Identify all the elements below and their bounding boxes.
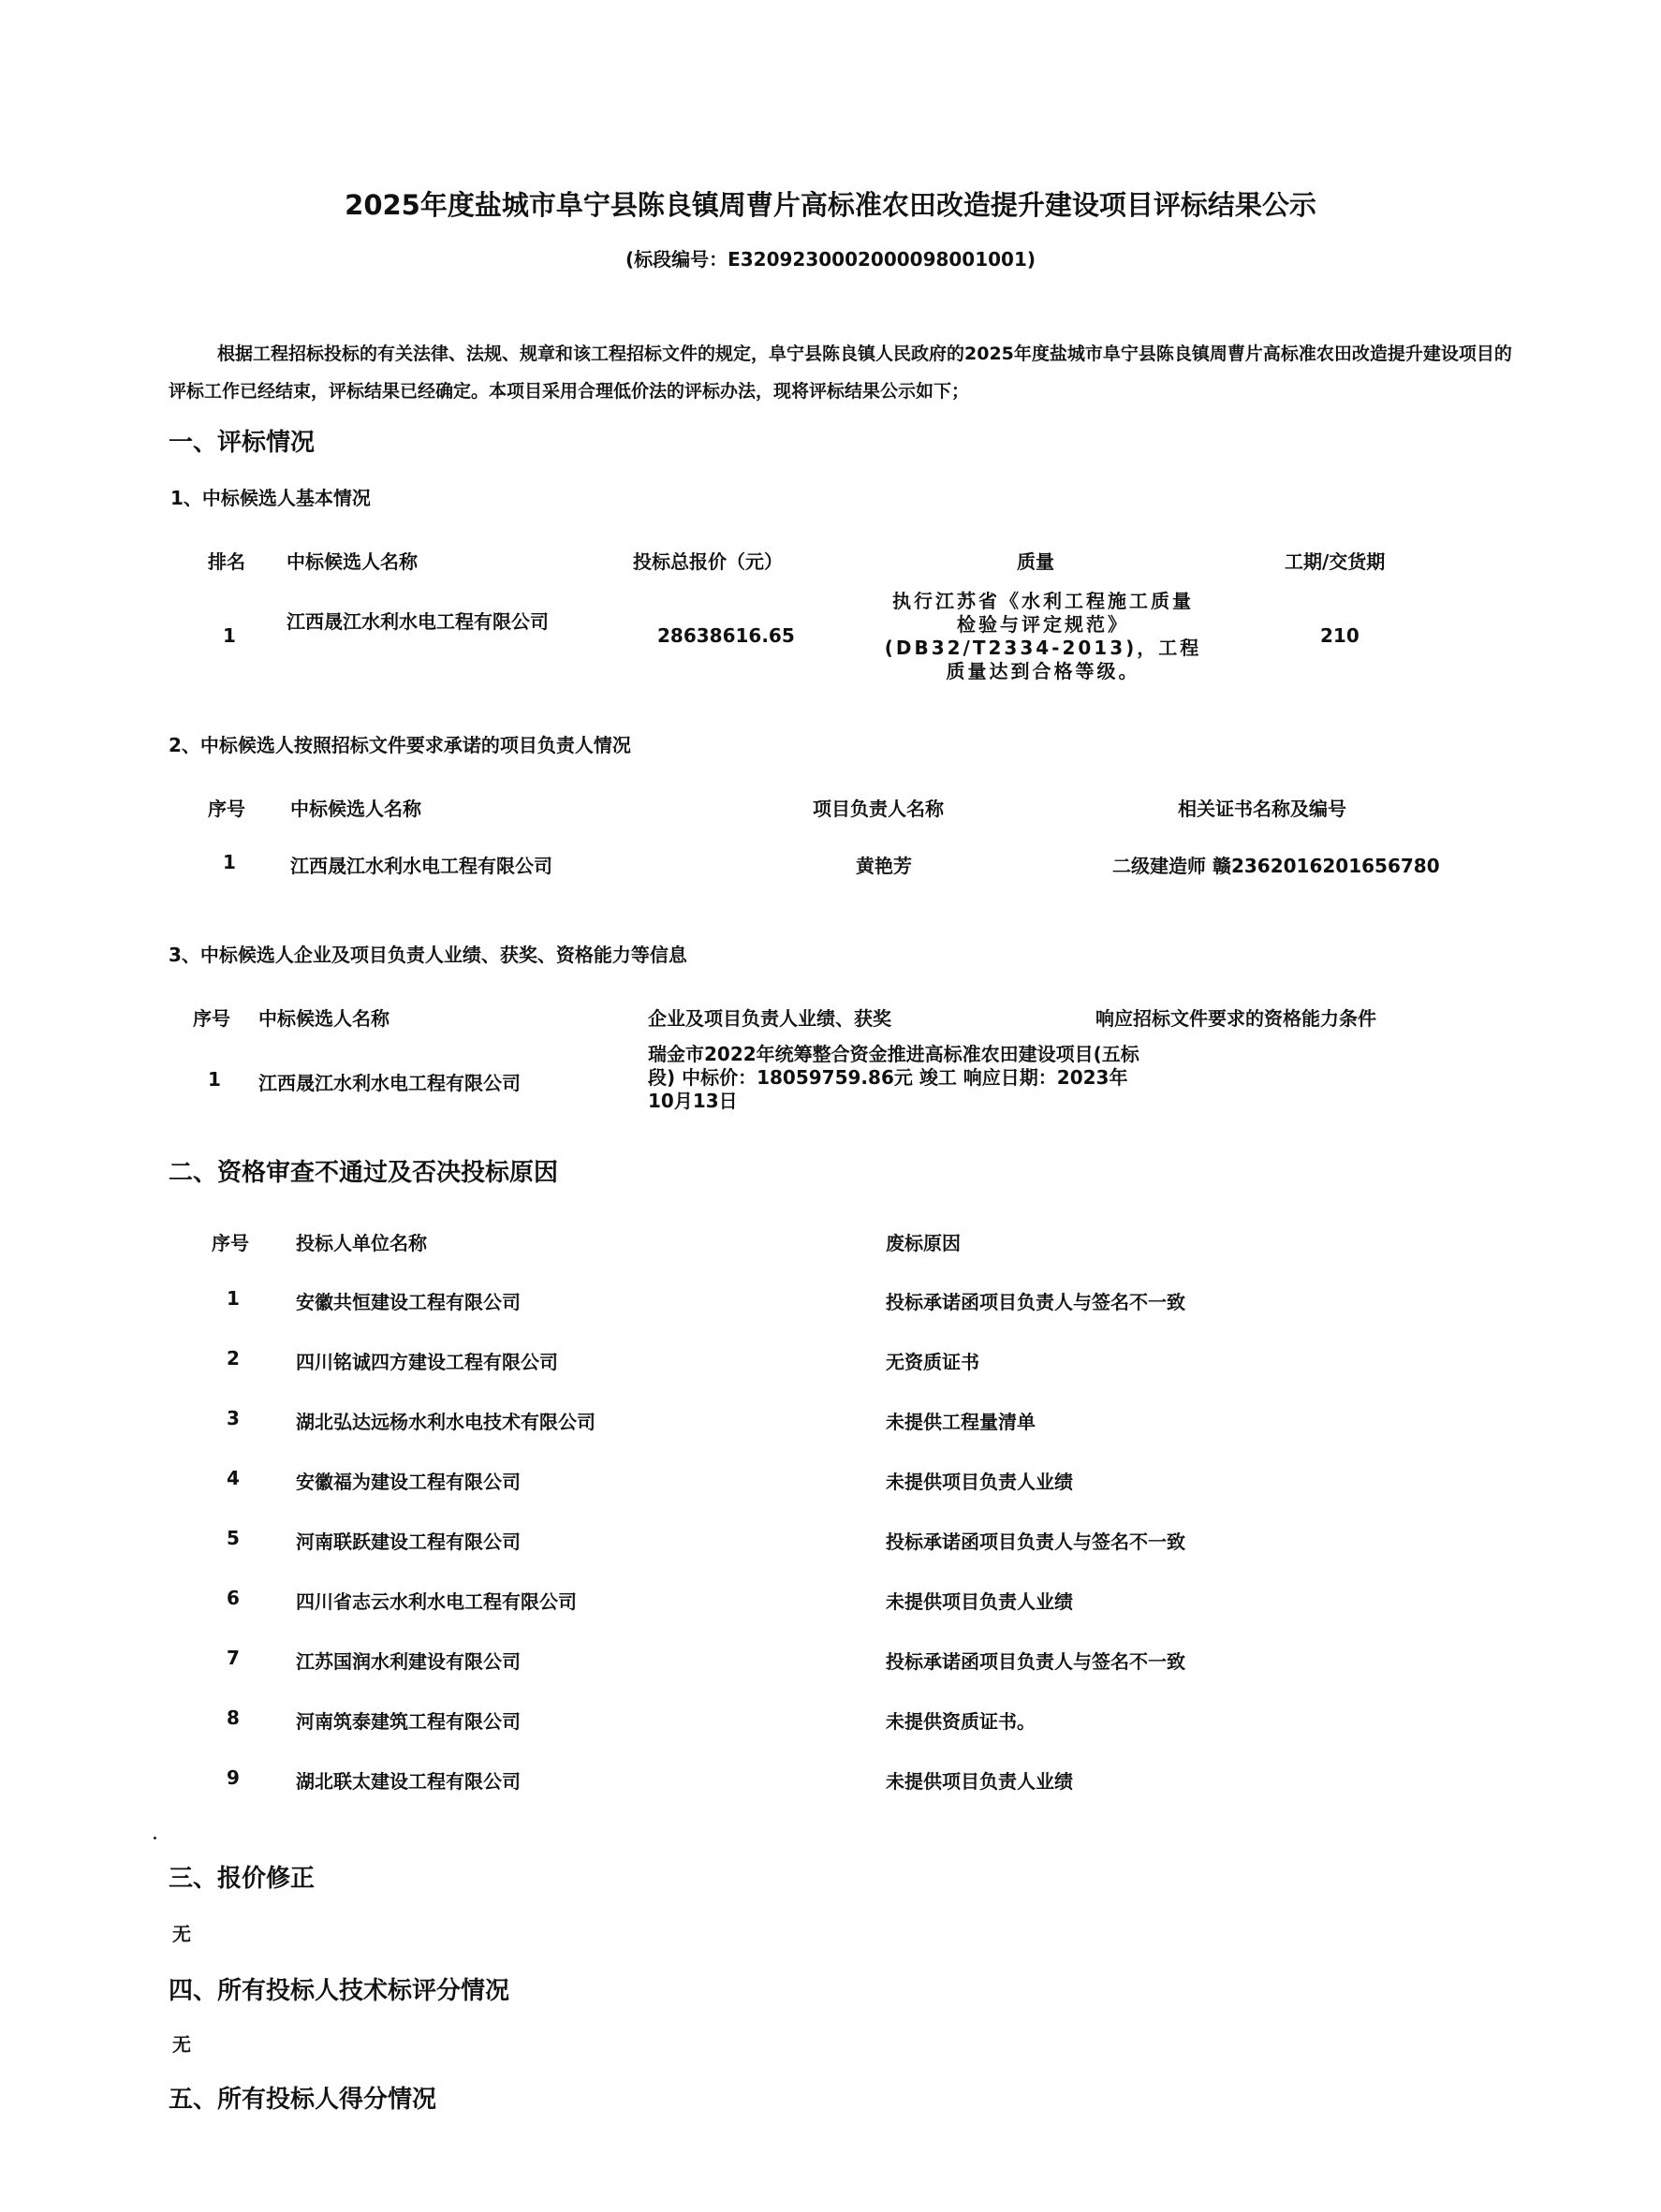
- section2-cell-no: 5: [227, 1527, 240, 1549]
- section5-heading: 五、所有投标人得分情况: [169, 2086, 437, 2114]
- scan-speck: [154, 1837, 156, 1839]
- sub3-cell-no: 1: [208, 1068, 221, 1091]
- sub1-heading: 1、中标候选人基本情况: [170, 487, 371, 509]
- sub1-header-name: 中标候选人名称: [287, 550, 418, 573]
- section2-cell-reason: 未提供项目负责人业绩: [886, 1770, 1073, 1793]
- sub3-header-name: 中标候选人名称: [258, 1007, 390, 1030]
- sub2-heading: 2、中标候选人按照招标文件要求承诺的项目负责人情况: [169, 734, 631, 756]
- sub3-heading: 3、中标候选人企业及项目负责人业绩、获奖、资格能力等信息: [169, 944, 687, 966]
- section2-cell-name: 四川省志云水利水电工程有限公司: [296, 1590, 577, 1613]
- section2-cell-name: 安徽福为建设工程有限公司: [296, 1471, 521, 1493]
- section3-heading: 三、报价修正: [169, 1865, 316, 1893]
- section2-cell-name: 河南联跃建设工程有限公司: [296, 1531, 521, 1553]
- section2-cell-name: 安徽共恒建设工程有限公司: [296, 1291, 521, 1313]
- section2-cell-reason: 未提供项目负责人业绩: [886, 1471, 1073, 1493]
- section2-cell-no: 7: [227, 1647, 240, 1669]
- section2-heading: 二、资格审查不通过及否决投标原因: [169, 1159, 559, 1187]
- section2-cell-no: 8: [227, 1707, 240, 1729]
- sub2-cell-manager: 黄艳芳: [856, 855, 912, 877]
- section2-cell-no: 9: [227, 1766, 240, 1789]
- section2-cell-reason: 投标承诺函项目负责人与签名不一致: [886, 1650, 1185, 1673]
- section2-cell-no: 6: [227, 1587, 240, 1609]
- section2-cell-name: 四川铭诚四方建设工程有限公司: [296, 1351, 558, 1373]
- section2-cell-no: 2: [227, 1347, 240, 1370]
- section1-heading: 一、评标情况: [169, 429, 316, 457]
- sub1-header-period: 工期/交货期: [1285, 550, 1386, 573]
- sub3-header-performance: 企业及项目负责人业绩、获奖: [648, 1007, 891, 1030]
- section2-cell-name: 江苏国润水利建设有限公司: [296, 1650, 521, 1673]
- sub3-cell-name: 江西晟江水利水电工程有限公司: [258, 1072, 521, 1094]
- sub1-cell-price: 28638616.65: [657, 624, 795, 647]
- sub1-cell-period: 210: [1320, 624, 1360, 647]
- sub1-cell-quality: 执行江苏省《水利工程施工质量检验与评定规范》(DB32/T2334-2013)，工程质量达到合格等级。: [884, 590, 1202, 682]
- section3-content: 无: [172, 1923, 191, 1945]
- sub1-header-rank: 排名: [208, 550, 245, 573]
- section4-heading: 四、所有投标人技术标评分情况: [169, 1977, 510, 2005]
- section2-header-name: 投标人单位名称: [296, 1232, 427, 1254]
- section2-cell-reason: 投标承诺函项目负责人与签名不一致: [886, 1531, 1185, 1553]
- section2-header-reason: 废标原因: [886, 1232, 961, 1254]
- sub2-cell-name: 江西晟江水利水电工程有限公司: [290, 855, 552, 877]
- section2-cell-no: 4: [227, 1467, 240, 1489]
- document-title: 2025年度盐城市阜宁县陈良镇周曹片高标准农田改造提升建设项目评标结果公示: [345, 189, 1316, 221]
- section2-cell-no: 1: [227, 1287, 240, 1310]
- intro-paragraph: 根据工程招标投标的有关法律、法规、规章和该工程招标文件的规定，阜宁县陈良镇人民政府的2025年度盐城市阜宁县陈良镇周曹片高标准农田改造提升建设项目的评标工作已经结束，评标结果已经确定。本项目采用合理低价法的评标办法，现将评标结果公示如下；: [169, 344, 1512, 402]
- sub2-cell-cert: 二级建造师 赣2362016201656780: [1112, 855, 1440, 877]
- sub2-header-no: 序号: [208, 798, 245, 820]
- section2-cell-no: 3: [227, 1407, 240, 1429]
- section2-cell-reason: 未提供工程量清单: [886, 1411, 1036, 1433]
- sub1-header-quality: 质量: [1017, 550, 1054, 573]
- sub2-header-name: 中标候选人名称: [290, 798, 421, 820]
- section2-cell-reason: 无资质证书: [886, 1351, 979, 1373]
- sub2-header-cert: 相关证书名称及编号: [1178, 798, 1346, 820]
- section2-cell-name: 河南筑泰建筑工程有限公司: [296, 1710, 521, 1733]
- sub2-header-manager: 项目负责人名称: [813, 798, 944, 820]
- section2-cell-name: 湖北联太建设工程有限公司: [296, 1770, 521, 1793]
- section2-header-no: 序号: [212, 1232, 249, 1254]
- sub1-header-price: 投标总报价（元）: [633, 550, 783, 573]
- section4-content: 无: [172, 2033, 191, 2056]
- sub1-cell-name: 江西晟江水利水电工程有限公司: [287, 610, 549, 633]
- section2-cell-reason: 投标承诺函项目负责人与签名不一致: [886, 1291, 1185, 1313]
- section2-cell-reason: 未提供项目负责人业绩: [886, 1590, 1073, 1613]
- section2-cell-name: 湖北弘达远杨水利水电技术有限公司: [296, 1411, 595, 1433]
- sub2-cell-no: 1: [223, 851, 236, 873]
- sub3-cell-performance: 瑞金市2022年统筹整合资金推进高标准农田建设项目(五标段) 中标价：18059759.86元 竣工 响应日期：2023年10月13日: [648, 1043, 1139, 1112]
- section2-cell-reason: 未提供资质证书。: [886, 1710, 1036, 1733]
- sub3-header-no: 序号: [193, 1007, 230, 1030]
- sub3-header-qualification: 响应招标文件要求的资格能力条件: [1095, 1007, 1376, 1030]
- sub1-cell-rank: 1: [223, 624, 236, 647]
- section-number: (标段编号：E3209230002000098001001): [625, 248, 1036, 271]
